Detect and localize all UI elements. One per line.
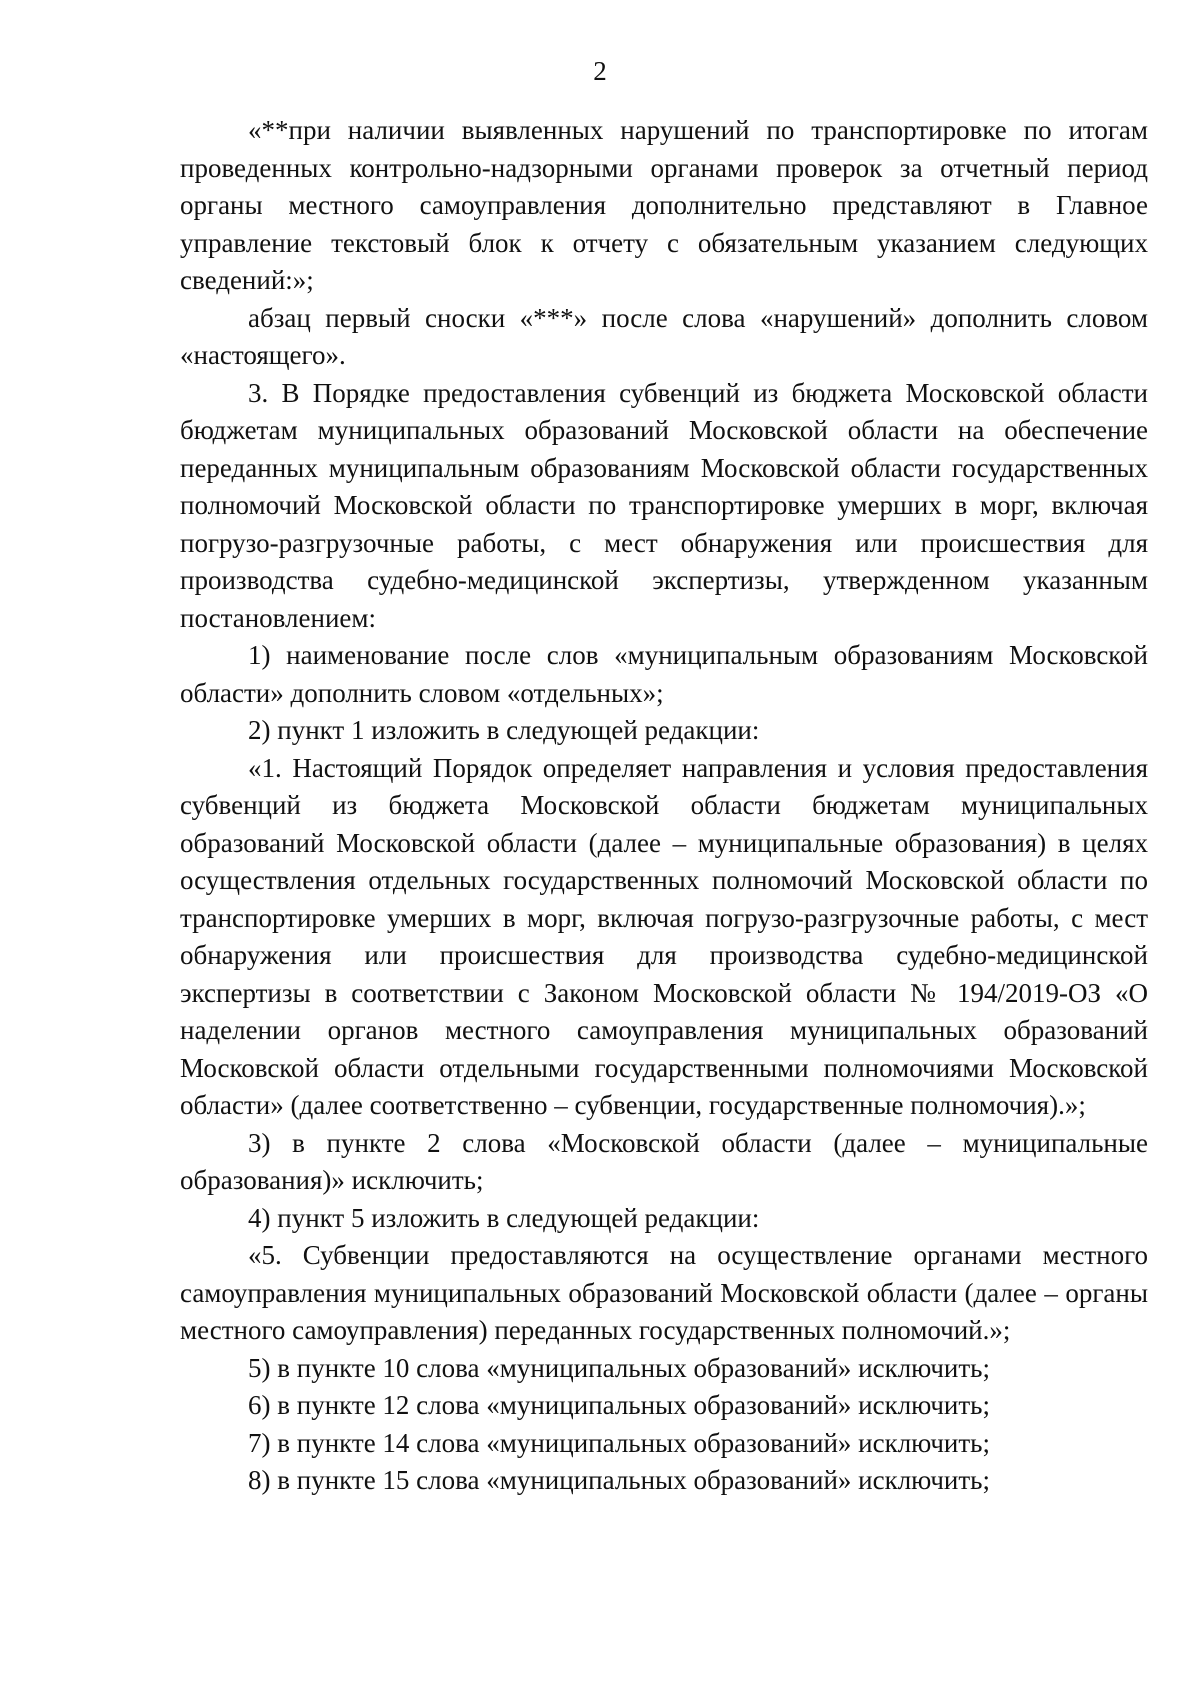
paragraph-item-3: 3. В Порядке предоставления субвенций из бюджета Московской области бюджетам муниципальных образований Московской области на обеспечение переданных муниципальным образованиям Московской области государственных полномочий Московской области по транспортировке умерших в морг, включая погрузо-разгрузочные работы, с мест обнаружения или происшествия для производства судебно-медицинской экспертизы, утвержденном указанным постановлением: [180,377,1148,633]
paragraph-subitem-2: 2) пункт 1 изложить в следующей редакции: [248,715,760,745]
paragraph-subitem-6: 6) в пункте 12 слова «муниципальных образований» исключить; [248,1390,990,1420]
paragraph-subitem-8: 8) в пункте 15 слова «муниципальных образований» исключить; [248,1465,990,1495]
paragraph-subitem-4: 4) пункт 5 изложить в следующей редакции: [248,1202,760,1233]
paragraph-subitem-3: 3) в пункте 2 слова «Московской области (далее – муниципальные образования)» исключить; [180,1127,1148,1195]
paragraph-new-point-1: «1. Настоящий Порядок определяет направления и условия предоставления субвенций из бюджета Московской области бюджетам муниципальных образований Московской области (далее – муниципальные образования) в целях осуществления отдельных государственных полномочий Московской области по транспортировке умерших в морг, включая погрузо-разгрузочные работы, с мест обнаружения или происшествия для производства судебно-медицинской экспертизы в соответствии с Законом Московской области № 194/2019-ОЗ «О наделении органов местного самоуправления муниципальных образований Московской области отдельными государственными полномочиями Московской области» (далее соответственно – субвенции, государственные полномочия).»; [180,752,1148,1120]
paragraph-subitem-1: 1) наименование после слов «муниципальным образованиям Московской области» дополнить словом «отдельных»; [180,640,1148,708]
paragraph-subitem-7: 7) в пункте 14 слова «муниципальных образований» исключить; [248,1427,990,1458]
paragraph-new-point-5: «5. Субвенции предоставляются на осуществление органами местного самоуправления муниципальных образований Московской области (далее – органы местного самоуправления) переданных государственных полномочий.»; [180,1240,1148,1345]
document-body [180,112,1148,1500]
page-number: 2 [593,56,607,86]
paragraph-footnote-amendment: абзац первый сноски «***» после слова «нарушений» дополнить словом «настоящего». [180,302,1148,370]
paragraph-subitem-5: 5) в пункте 10 слова «муниципальных образований» исключить; [248,1352,990,1383]
paragraph-footnote-quote: «**при наличии выявленных нарушений по транспортировке по итогам проведенных контрольно-надзорными органами проверок за отчетный период органы местного самоуправления дополнительно представляют в Главное управление текстовый блок к отчету с обязательным указанием следующих сведений:»; [180,115,1148,295]
